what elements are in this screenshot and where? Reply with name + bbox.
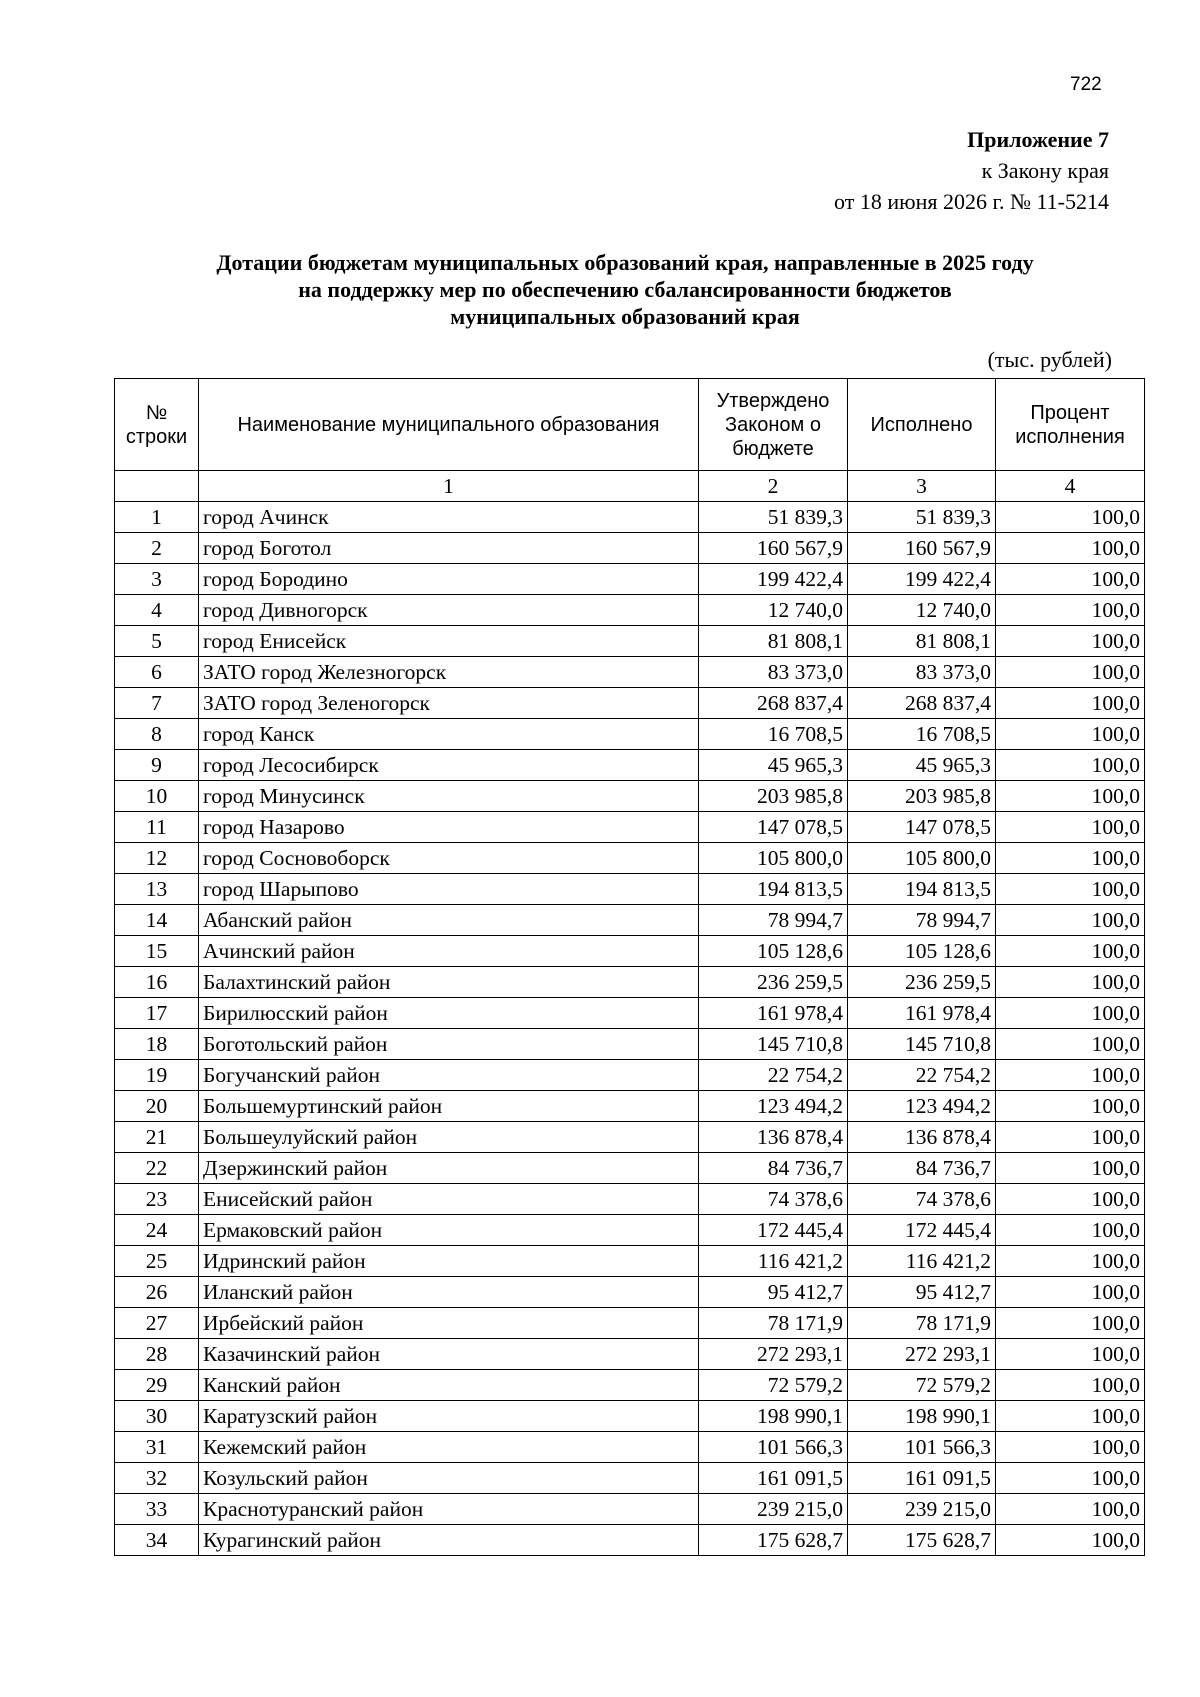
municipality-name: Идринский район: [199, 1246, 699, 1277]
approved-amount: 199 422,4: [699, 564, 848, 595]
row-number: 18: [115, 1029, 199, 1060]
row-number: 10: [115, 781, 199, 812]
row-number: 26: [115, 1277, 199, 1308]
approved-amount: 105 128,6: [699, 936, 848, 967]
execution-percent: 100,0: [996, 564, 1145, 595]
execution-percent: 100,0: [996, 1060, 1145, 1091]
municipality-name: Козульский район: [199, 1463, 699, 1494]
header-percent-line1: Процент: [1030, 401, 1110, 424]
executed-amount: 84 736,7: [848, 1153, 996, 1184]
executed-amount: 161 091,5: [848, 1463, 996, 1494]
table-row: [115, 1060, 1145, 1091]
row-number: 9: [115, 750, 199, 781]
executed-amount: 123 494,2: [848, 1091, 996, 1122]
table-row: [115, 1184, 1145, 1215]
executed-amount: 161 978,4: [848, 998, 996, 1029]
table-body: [115, 471, 1145, 1556]
executed-amount: 72 579,2: [848, 1370, 996, 1401]
row-number: 14: [115, 905, 199, 936]
column-numbers-row: [115, 471, 1145, 502]
header-percent-line2: исполнения: [1015, 425, 1125, 448]
municipality-name: Казачинский район: [199, 1339, 699, 1370]
executed-amount: 236 259,5: [848, 967, 996, 998]
table-row: [115, 1339, 1145, 1370]
approved-amount: 105 800,0: [699, 843, 848, 874]
approved-amount: 51 839,3: [699, 502, 848, 533]
municipality-name: Боготольский район: [199, 1029, 699, 1060]
municipality-name: город Лесосибирск: [199, 750, 699, 781]
header-row-number-line1: №: [145, 401, 168, 424]
municipality-name: город Назарово: [199, 812, 699, 843]
executed-amount: 78 994,7: [848, 905, 996, 936]
header-percent: [996, 379, 1145, 471]
table-row: [115, 1122, 1145, 1153]
execution-percent: 100,0: [996, 1525, 1145, 1556]
municipality-name: Канский район: [199, 1370, 699, 1401]
row-number: 8: [115, 719, 199, 750]
row-number: 25: [115, 1246, 199, 1277]
execution-percent: 100,0: [996, 1463, 1145, 1494]
table-row: [115, 688, 1145, 719]
approved-amount: 272 293,1: [699, 1339, 848, 1370]
table-row: [115, 1463, 1145, 1494]
executed-amount: 78 171,9: [848, 1308, 996, 1339]
municipality-name: Богучанский район: [199, 1060, 699, 1091]
row-number: 34: [115, 1525, 199, 1556]
approved-amount: 175 628,7: [699, 1525, 848, 1556]
approved-amount: 45 965,3: [699, 750, 848, 781]
execution-percent: 100,0: [996, 595, 1145, 626]
row-number: 12: [115, 843, 199, 874]
executed-amount: 268 837,4: [848, 688, 996, 719]
approved-amount: 123 494,2: [699, 1091, 848, 1122]
execution-percent: 100,0: [996, 1401, 1145, 1432]
row-number: 15: [115, 936, 199, 967]
execution-percent: 100,0: [996, 781, 1145, 812]
execution-percent: 100,0: [996, 812, 1145, 843]
execution-percent: 100,0: [996, 967, 1145, 998]
approved-amount: 101 566,3: [699, 1432, 848, 1463]
row-number: 19: [115, 1060, 199, 1091]
row-number: 20: [115, 1091, 199, 1122]
approved-amount: 74 378,6: [699, 1184, 848, 1215]
approved-amount: 78 171,9: [699, 1308, 848, 1339]
approved-amount: 236 259,5: [699, 967, 848, 998]
header-municipality-name: Наименование муниципального образования: [199, 379, 699, 471]
row-number: 22: [115, 1153, 199, 1184]
execution-percent: 100,0: [996, 1091, 1145, 1122]
row-number: 21: [115, 1122, 199, 1153]
execution-percent: 100,0: [996, 1494, 1145, 1525]
approved-amount: 172 445,4: [699, 1215, 848, 1246]
municipality-name: ЗАТО город Зеленогорск: [199, 688, 699, 719]
table-row: [115, 874, 1145, 905]
budget-table: [114, 378, 1145, 1556]
table-row: [115, 1370, 1145, 1401]
municipality-name: Дзержинский район: [199, 1153, 699, 1184]
approved-amount: 136 878,4: [699, 1122, 848, 1153]
header-approved-line2: Законом о: [725, 413, 821, 436]
municipality-name: город Бородино: [199, 564, 699, 595]
row-number: 5: [115, 626, 199, 657]
page-number: 722: [1070, 74, 1102, 95]
municipality-name: Курагинский район: [199, 1525, 699, 1556]
municipality-name: город Шарыпово: [199, 874, 699, 905]
table-row: [115, 1215, 1145, 1246]
municipality-name: ЗАТО город Железногорск: [199, 657, 699, 688]
municipality-name: Балахтинский район: [199, 967, 699, 998]
row-number: 4: [115, 595, 199, 626]
municipality-name: Краснотуранский район: [199, 1494, 699, 1525]
approved-amount: 12 740,0: [699, 595, 848, 626]
row-number: 6: [115, 657, 199, 688]
appendix-header: [609, 124, 1109, 217]
approved-amount: 83 373,0: [699, 657, 848, 688]
approved-amount: 268 837,4: [699, 688, 848, 719]
row-number: 27: [115, 1308, 199, 1339]
approved-amount: 161 091,5: [699, 1463, 848, 1494]
execution-percent: 100,0: [996, 1370, 1145, 1401]
executed-amount: 199 422,4: [848, 564, 996, 595]
table-row: [115, 502, 1145, 533]
table-row: [115, 1432, 1145, 1463]
table-row: [115, 1401, 1145, 1432]
column-number-blank: [115, 471, 199, 502]
table-row: [115, 812, 1145, 843]
execution-percent: 100,0: [996, 936, 1145, 967]
municipality-name: Большемуртинский район: [199, 1091, 699, 1122]
approved-amount: 239 215,0: [699, 1494, 848, 1525]
municipality-name: Кежемский район: [199, 1432, 699, 1463]
municipality-name: Ачинский район: [199, 936, 699, 967]
municipality-name: город Боготол: [199, 533, 699, 564]
column-number-3: 3: [848, 471, 996, 502]
executed-amount: 272 293,1: [848, 1339, 996, 1370]
table-row: [115, 533, 1145, 564]
municipality-name: Енисейский район: [199, 1184, 699, 1215]
executed-amount: 175 628,7: [848, 1525, 996, 1556]
approved-amount: 145 710,8: [699, 1029, 848, 1060]
title-line-3: муниципальных образований края: [450, 304, 800, 329]
row-number: 11: [115, 812, 199, 843]
table-row: [115, 967, 1145, 998]
table-row: [115, 750, 1145, 781]
table-row: [115, 657, 1145, 688]
municipality-name: Ермаковский район: [199, 1215, 699, 1246]
header-approved-line1: Утверждено: [716, 389, 830, 412]
table-row: [115, 626, 1145, 657]
execution-percent: 100,0: [996, 1339, 1145, 1370]
executed-amount: 105 128,6: [848, 936, 996, 967]
executed-amount: 83 373,0: [848, 657, 996, 688]
table-row: [115, 1153, 1145, 1184]
executed-amount: 22 754,2: [848, 1060, 996, 1091]
row-number: 7: [115, 688, 199, 719]
approved-amount: 72 579,2: [699, 1370, 848, 1401]
executed-amount: 145 710,8: [848, 1029, 996, 1060]
row-number: 31: [115, 1432, 199, 1463]
execution-percent: 100,0: [996, 1153, 1145, 1184]
table-row: [115, 595, 1145, 626]
header-row-number: [115, 379, 199, 471]
table-row: [115, 564, 1145, 595]
municipality-name: Бирилюсский район: [199, 998, 699, 1029]
title-line-2: на поддержку мер по обеспечению сбалансированности бюджетов: [298, 277, 952, 302]
header-approved: [699, 379, 848, 471]
execution-percent: 100,0: [996, 657, 1145, 688]
execution-percent: 100,0: [996, 1277, 1145, 1308]
table-row: [115, 905, 1145, 936]
table-row: [115, 998, 1145, 1029]
table-row: [115, 843, 1145, 874]
row-number: 30: [115, 1401, 199, 1432]
execution-percent: 100,0: [996, 502, 1145, 533]
title-line-1: Дотации бюджетам муниципальных образований края, направленные в 2025 году: [216, 250, 1034, 275]
table-row: [115, 1091, 1145, 1122]
execution-percent: 100,0: [996, 1308, 1145, 1339]
municipality-name: город Енисейск: [199, 626, 699, 657]
table-header-row: [115, 379, 1145, 471]
column-number-4: 4: [996, 471, 1145, 502]
row-number: 2: [115, 533, 199, 564]
execution-percent: 100,0: [996, 1215, 1145, 1246]
row-number: 28: [115, 1339, 199, 1370]
approved-amount: 22 754,2: [699, 1060, 848, 1091]
row-number: 17: [115, 998, 199, 1029]
row-number: 32: [115, 1463, 199, 1494]
executed-amount: 239 215,0: [848, 1494, 996, 1525]
row-number: 29: [115, 1370, 199, 1401]
approved-amount: 203 985,8: [699, 781, 848, 812]
execution-percent: 100,0: [996, 688, 1145, 719]
appendix-title: Приложение 7: [967, 127, 1109, 152]
municipality-name: Ирбейский район: [199, 1308, 699, 1339]
header-approved-line3: бюджете: [732, 437, 814, 460]
execution-percent: 100,0: [996, 843, 1145, 874]
municipality-name: город Сосновоборск: [199, 843, 699, 874]
table-row: [115, 781, 1145, 812]
table-row: [115, 1308, 1145, 1339]
execution-percent: 100,0: [996, 1246, 1145, 1277]
table-row: [115, 1029, 1145, 1060]
execution-percent: 100,0: [996, 998, 1145, 1029]
document-title: [100, 249, 1150, 330]
executed-amount: 147 078,5: [848, 812, 996, 843]
approved-amount: 198 990,1: [699, 1401, 848, 1432]
approved-amount: 161 978,4: [699, 998, 848, 1029]
executed-amount: 105 800,0: [848, 843, 996, 874]
executed-amount: 81 808,1: [848, 626, 996, 657]
row-number: 13: [115, 874, 199, 905]
row-number: 16: [115, 967, 199, 998]
row-number: 1: [115, 502, 199, 533]
units-label: (тыс. рублей): [987, 347, 1112, 372]
executed-amount: 194 813,5: [848, 874, 996, 905]
row-number: 24: [115, 1215, 199, 1246]
approved-amount: 147 078,5: [699, 812, 848, 843]
municipality-name: город Дивногорск: [199, 595, 699, 626]
execution-percent: 100,0: [996, 1432, 1145, 1463]
approved-amount: 194 813,5: [699, 874, 848, 905]
execution-percent: 100,0: [996, 750, 1145, 781]
executed-amount: 74 378,6: [848, 1184, 996, 1215]
municipality-name: Каратузский район: [199, 1401, 699, 1432]
approved-amount: 160 567,9: [699, 533, 848, 564]
execution-percent: 100,0: [996, 1029, 1145, 1060]
execution-percent: 100,0: [996, 719, 1145, 750]
municipality-name: город Канск: [199, 719, 699, 750]
execution-percent: 100,0: [996, 1122, 1145, 1153]
column-number-2: 2: [699, 471, 848, 502]
municipality-name: Большеулуйский район: [199, 1122, 699, 1153]
executed-amount: 136 878,4: [848, 1122, 996, 1153]
table-row: [115, 1494, 1145, 1525]
executed-amount: 203 985,8: [848, 781, 996, 812]
table-row: [115, 1525, 1145, 1556]
table-row: [115, 936, 1145, 967]
execution-percent: 100,0: [996, 874, 1145, 905]
approved-amount: 95 412,7: [699, 1277, 848, 1308]
row-number: 23: [115, 1184, 199, 1215]
municipality-name: Иланский район: [199, 1277, 699, 1308]
approved-amount: 116 421,2: [699, 1246, 848, 1277]
header-executed: Исполнено: [848, 379, 996, 471]
approved-amount: 81 808,1: [699, 626, 848, 657]
executed-amount: 12 740,0: [848, 595, 996, 626]
execution-percent: 100,0: [996, 1184, 1145, 1215]
row-number: 3: [115, 564, 199, 595]
executed-amount: 101 566,3: [848, 1432, 996, 1463]
executed-amount: 172 445,4: [848, 1215, 996, 1246]
approved-amount: 16 708,5: [699, 719, 848, 750]
appendix-law-date: от 18 июня 2026 г. № 11-5214: [834, 189, 1109, 214]
row-number: 33: [115, 1494, 199, 1525]
executed-amount: 198 990,1: [848, 1401, 996, 1432]
executed-amount: 16 708,5: [848, 719, 996, 750]
municipality-name: Абанский район: [199, 905, 699, 936]
approved-amount: 84 736,7: [699, 1153, 848, 1184]
header-row-number-line2: строки: [125, 425, 188, 448]
table-row: [115, 1246, 1145, 1277]
municipality-name: город Ачинск: [199, 502, 699, 533]
execution-percent: 100,0: [996, 905, 1145, 936]
executed-amount: 95 412,7: [848, 1277, 996, 1308]
municipality-name: город Минусинск: [199, 781, 699, 812]
executed-amount: 116 421,2: [848, 1246, 996, 1277]
execution-percent: 100,0: [996, 626, 1145, 657]
table-row: [115, 1277, 1145, 1308]
executed-amount: 51 839,3: [848, 502, 996, 533]
executed-amount: 160 567,9: [848, 533, 996, 564]
table-row: [115, 719, 1145, 750]
executed-amount: 45 965,3: [848, 750, 996, 781]
approved-amount: 78 994,7: [699, 905, 848, 936]
appendix-law-reference: к Закону края: [981, 158, 1109, 183]
execution-percent: 100,0: [996, 533, 1145, 564]
column-number-1: 1: [199, 471, 699, 502]
